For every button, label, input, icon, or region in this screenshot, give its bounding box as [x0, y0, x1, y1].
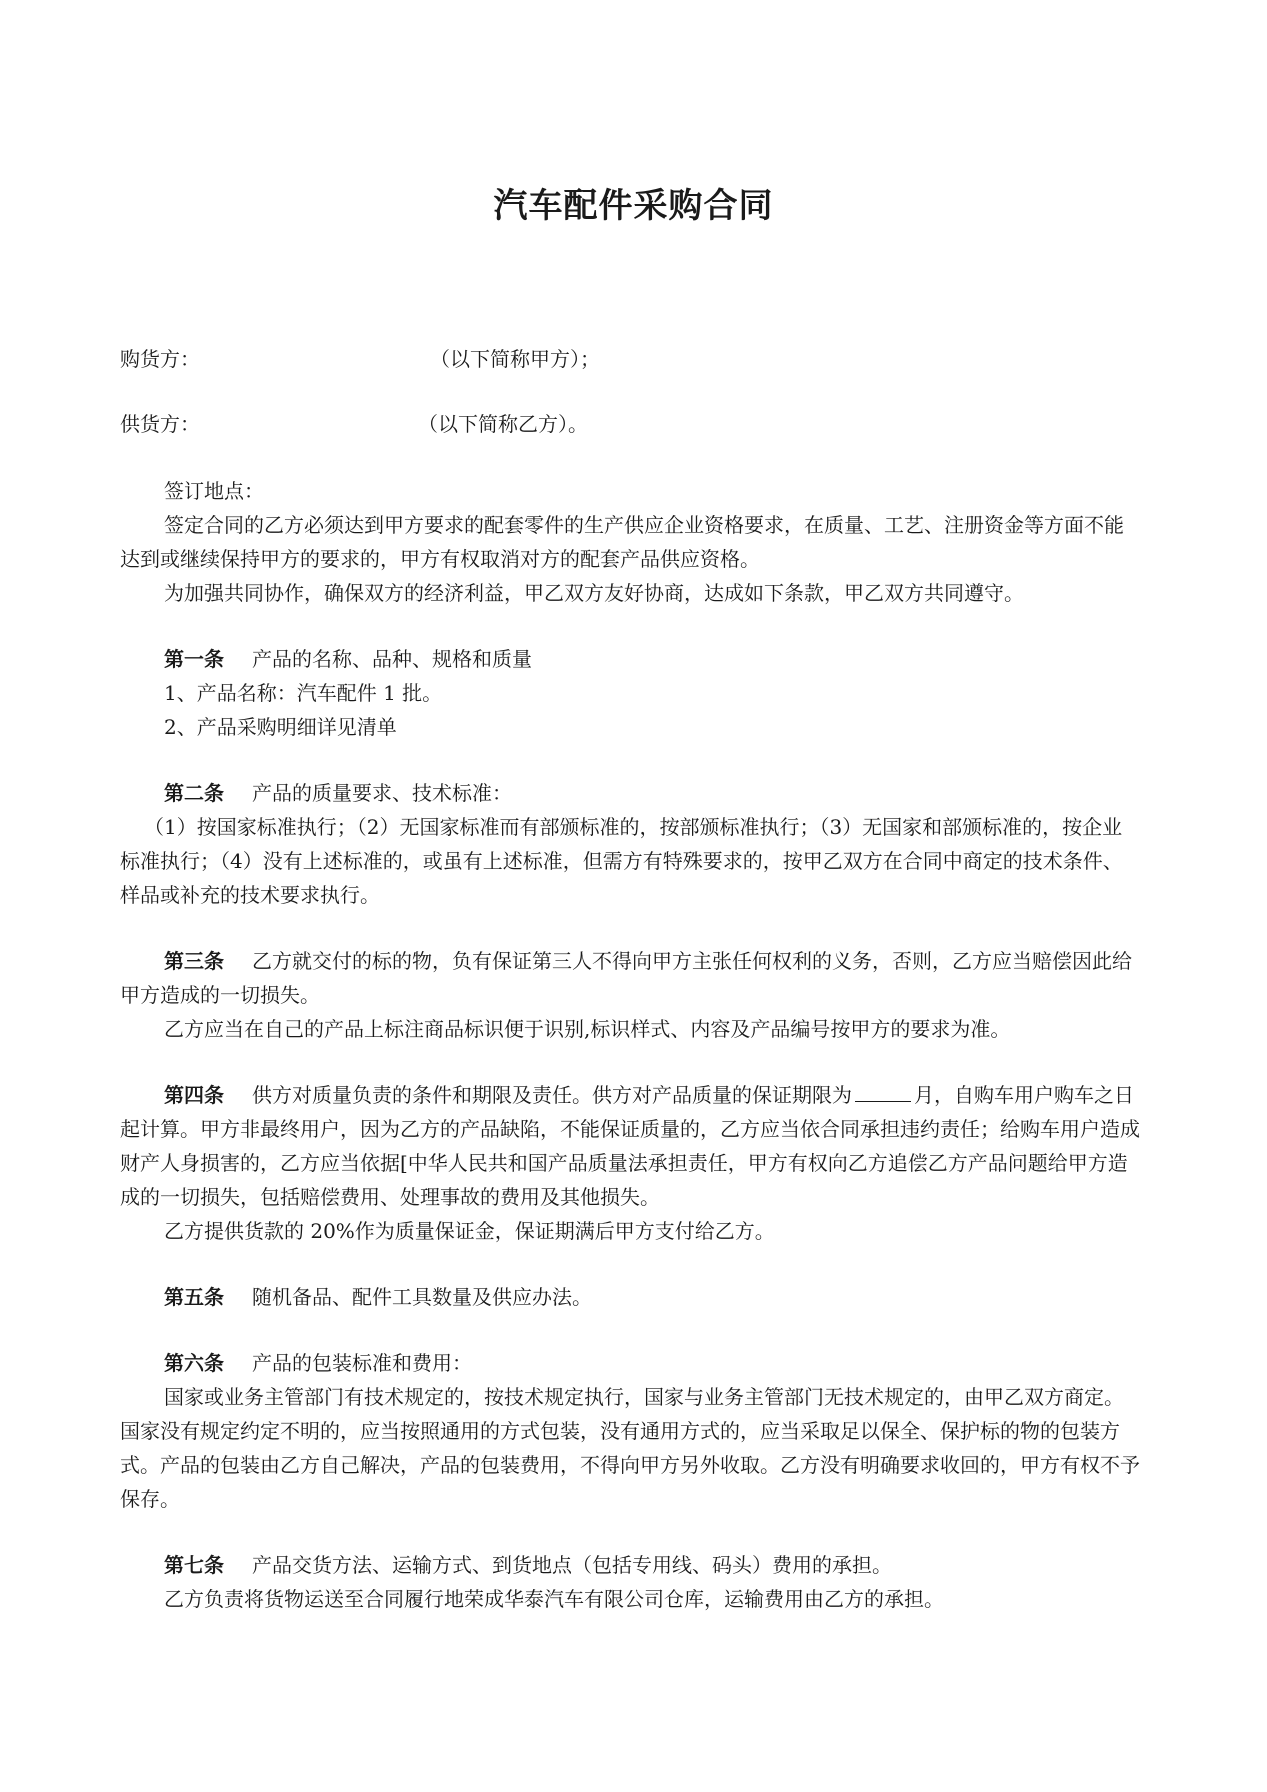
article-2-text: （1）按国家标准执行；（2）无国家标准而有部颁标准的，按部颁标准执行；（3）无国家和部颁标准的，按企业标准执行；（4）没有上述标准的，或虽有上述标准，但需方有特殊要求的，按甲乙双方在合同中商定的技术条件、样品或补充的技术要求执行。 [120, 815, 1123, 907]
article-5-text: 随机备品、配件工具数量及供应办法。 [252, 1285, 592, 1309]
article-7-text: 乙方负责将货物运送至合同履行地荣成华泰汽车有限公司仓库，运输费用由乙方的承担。 [164, 1587, 944, 1611]
contract-title: 汽车配件采购合同 [493, 186, 774, 226]
article-1-item-2: 2、产品采购明细详见清单 [164, 715, 397, 739]
article-label: 第五条 [164, 1285, 224, 1309]
intro-agreement: 为加强共同协作，确保双方的经济利益，甲乙双方友好协商，达成如下条款，甲乙双方共同遵守。 [164, 581, 1024, 605]
article-4-text-a: 供方对质量负责的条件和期限及责任。供方对产品质量的保证期限为 [252, 1083, 852, 1107]
article-7-heading [120, 1548, 1140, 1582]
article-4-text-2: 乙方提供货款的 20%作为质量保证金，保证期满后甲方支付给乙方。 [164, 1219, 775, 1243]
article-4-paragraph [120, 1078, 1140, 1214]
article-4-text-b: 月，自购车用户购车之日起计算。甲方非最终用户，因为乙方的产品缺陷，不能保证质量的，乙方应当依合同承担违约责任；给购车用户造成财产人身损害的，乙方应当依据[中华人民共和国产品质量法承担责任，甲方有权向乙方追偿乙方产品问题给甲方造成的一切损失，包括赔偿费用、处理事故的费用及其他损失。 [120, 1083, 1140, 1209]
article-label: 第四条 [164, 1083, 224, 1107]
article-7-title: 产品交货方法、运输方式、到货地点（包括专用线、码头）费用的承担。 [252, 1553, 892, 1577]
article-3-text: 乙方就交付的标的物，负有保证第三人不得向甲方主张任何权利的义务，否则，乙方应当赔偿因此给甲方造成的一切损失。 [120, 949, 1132, 1007]
article-5-paragraph [120, 1280, 1140, 1314]
article-1-title: 产品的名称、品种、规格和质量 [252, 647, 532, 671]
supplier-line [120, 408, 588, 437]
article-label: 第一条 [164, 647, 224, 671]
article-2-heading [120, 776, 1140, 810]
article-1-item-1: 1、产品名称：汽车配件 1 批。 [164, 681, 443, 705]
signing-place: 签订地点： [164, 479, 264, 503]
article-6-title: 产品的包装标准和费用： [252, 1351, 472, 1375]
supplier-note: （以下简称乙方）。 [418, 412, 588, 436]
buyer-label: 购货方： [120, 347, 200, 371]
article-label: 第六条 [164, 1351, 224, 1375]
buyer-note: （以下简称甲方）； [430, 347, 600, 371]
article-3-paragraph [120, 944, 1140, 1012]
buyer-line [120, 343, 600, 372]
warranty-period-blank [855, 1079, 911, 1102]
article-label: 第三条 [164, 949, 224, 973]
contract-body [120, 474, 1140, 1616]
article-1-heading [120, 642, 1140, 676]
article-label: 第二条 [164, 781, 224, 805]
intro-qualification: 签定合同的乙方必须达到甲方要求的配套零件的生产供应企业资格要求，在质量、工艺、注册资金等方面不能达到或继续保持甲方的要求的，甲方有权取消对方的配套产品供应资格。 [120, 513, 1124, 571]
article-label: 第七条 [164, 1553, 224, 1577]
article-6-text: 国家或业务主管部门有技术规定的，按技术规定执行，国家与业务主管部门无技术规定的，由甲乙双方商定。国家没有规定约定不明的，应当按照通用的方式包装，没有通用方式的，应当采取足以保全、保护标的物的包装方式。产品的包装由乙方自己解决，产品的包装费用，不得向甲方另外收取。乙方没有明确要求收回的，甲方有权不予保存。 [120, 1385, 1140, 1511]
article-6-heading [120, 1346, 1140, 1380]
supplier-label: 供货方： [120, 412, 200, 436]
article-3-text-2: 乙方应当在自己的产品上标注商品标识便于识别,标识样式、内容及产品编号按甲方的要求为准。 [164, 1017, 1011, 1041]
article-2-title: 产品的质量要求、技术标准： [252, 781, 512, 805]
